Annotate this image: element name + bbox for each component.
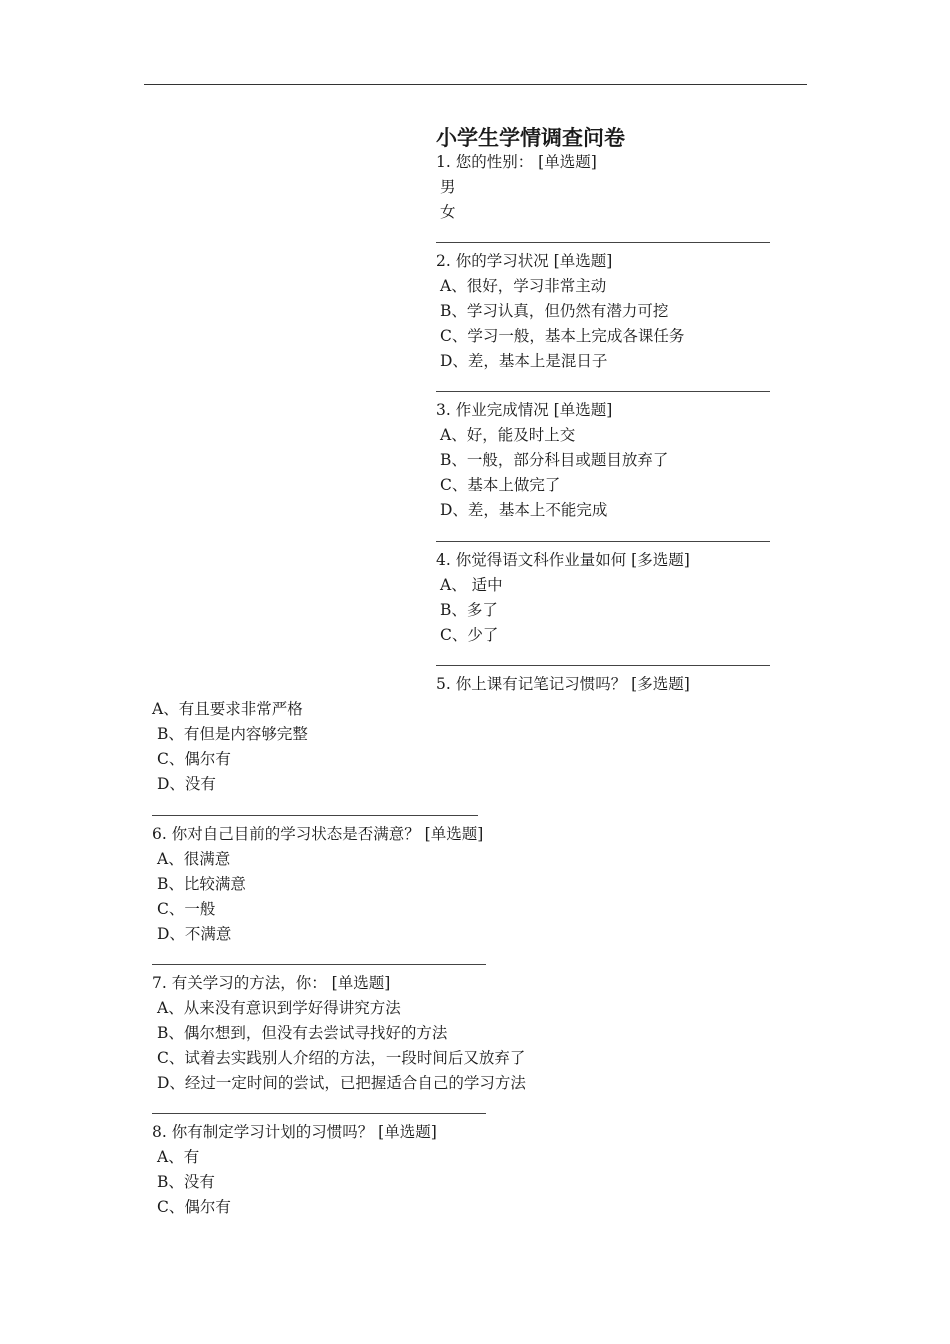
question-8-option: A、有 <box>157 1148 200 1166</box>
page-title: 小学生学情调查问卷 <box>436 125 625 150</box>
question-5-option: C、偶尔有 <box>157 750 231 768</box>
top-rule <box>144 84 807 85</box>
question-5-text: 5. 你上课有记笔记习惯吗？ [多选题] <box>436 675 690 693</box>
question-3-text: 3. 作业完成情况 [单选题] <box>436 401 613 419</box>
separator <box>436 242 770 243</box>
question-7-option: A、从来没有意识到学好得讲究方法 <box>157 999 401 1017</box>
question-3-option: D、差，基本上不能完成 <box>440 501 608 519</box>
separator <box>152 815 478 816</box>
question-4-option: B、多了 <box>440 601 498 619</box>
question-1-option: 男 <box>440 178 456 196</box>
separator <box>152 1113 486 1114</box>
question-2-text: 2. 你的学习状况 [单选题] <box>436 252 613 270</box>
separator <box>436 665 770 666</box>
question-8-text: 8. 你有制定学习计划的习惯吗？ [单选题] <box>152 1123 437 1141</box>
question-6-option: A、很满意 <box>157 850 231 868</box>
question-7-option: B、偶尔想到，但没有去尝试寻找好的方法 <box>157 1024 448 1042</box>
question-8-option: C、偶尔有 <box>157 1198 231 1216</box>
question-2-option: D、差，基本上是混日子 <box>440 352 608 370</box>
separator <box>436 391 770 392</box>
question-4-text: 4. 你觉得语文科作业量如何 [多选题] <box>436 551 690 569</box>
question-5-option: B、有但是内容够完整 <box>157 725 308 743</box>
question-7-option: D、经过一定时间的尝试，已把握适合自己的学习方法 <box>157 1074 526 1092</box>
separator <box>436 541 770 542</box>
question-1-text: 1. 您的性别： [单选题] <box>436 153 597 171</box>
question-6-option: B、比较满意 <box>157 875 246 893</box>
question-3-option: B、一般，部分科目或题目放弃了 <box>440 451 669 469</box>
question-3-option: A、好，能及时上交 <box>440 426 576 444</box>
question-1-option: 女 <box>440 203 456 221</box>
question-2-option: A、很好，学习非常主动 <box>440 277 607 295</box>
separator <box>152 964 486 965</box>
question-6-text: 6. 你对自己目前的学习状态是否满意？ [单选题] <box>152 825 484 843</box>
question-7-text: 7. 有关学习的方法，你： [单选题] <box>152 974 391 992</box>
question-8-option: B、没有 <box>157 1173 215 1191</box>
question-4-option: C、少了 <box>440 626 499 644</box>
question-5-option: D、没有 <box>157 775 216 793</box>
question-2-option: C、学习一般，基本上完成各课任务 <box>440 327 685 345</box>
question-2-option: B、学习认真，但仍然有潜力可挖 <box>440 302 669 320</box>
question-6-option: C、一般 <box>157 900 216 918</box>
question-4-option: A、 适中 <box>440 576 503 594</box>
question-6-option: D、不满意 <box>157 925 232 943</box>
question-3-option: C、基本上做完了 <box>440 476 561 494</box>
question-7-option: C、试着去实践别人介绍的方法，一段时间后又放弃了 <box>157 1049 526 1067</box>
question-5-option: A、有且要求非常严格 <box>152 700 303 718</box>
